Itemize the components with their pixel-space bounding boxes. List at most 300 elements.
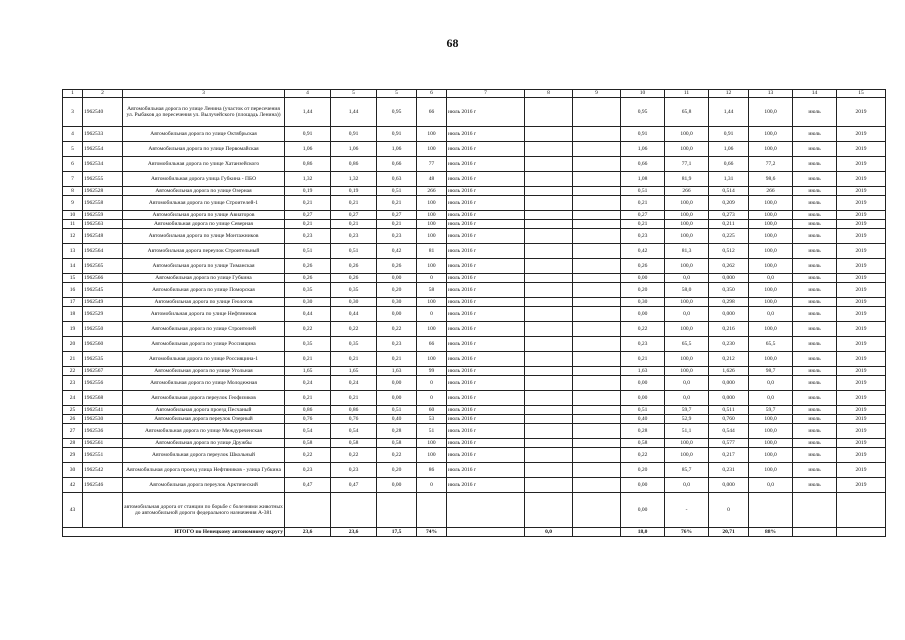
table-cell: 2019 [837, 391, 886, 406]
table-cell: 3 [63, 98, 83, 127]
table-cell: 60 [417, 406, 447, 415]
table-cell [573, 259, 621, 274]
table-cell: 13 [63, 244, 83, 259]
table-cell [573, 337, 621, 352]
table-cell: 0,21 [621, 196, 665, 211]
column-header: 12 [709, 90, 749, 98]
table-cell: 100,0 [665, 127, 709, 142]
table-cell: 0,40 [621, 415, 665, 424]
table-cell: 0,26 [621, 259, 665, 274]
table-cell: 0 [417, 307, 447, 322]
table-cell: 2019 [837, 259, 886, 274]
table-cell: 0,298 [709, 298, 749, 307]
table-cell: июль [793, 142, 837, 157]
table-cell: 1,31 [709, 172, 749, 187]
table-cell: 19 [63, 322, 83, 337]
table-cell: июль [793, 448, 837, 463]
table-cell: июль 2016 г [447, 478, 525, 493]
table-cell: июль 2016 г [447, 424, 525, 439]
table-cell: 1962546 [83, 478, 123, 493]
table-cell: 0,00 [621, 307, 665, 322]
table-cell: июль [793, 127, 837, 142]
table-cell: Автомобильная дорога по улице Тиманская [123, 259, 285, 274]
table-cell [525, 406, 573, 415]
table-cell [525, 98, 573, 127]
table-cell: 0,273 [709, 211, 749, 220]
table-cell: июль 2016 г [447, 211, 525, 220]
table-cell: 0,40 [377, 415, 417, 424]
roads-table [62, 89, 886, 537]
table-cell: 0,24 [285, 376, 331, 391]
table-cell: 0,76 [285, 415, 331, 424]
table-cell: 0,21 [331, 352, 377, 367]
column-header: 8 [525, 90, 573, 98]
table-cell: 100,0 [749, 322, 793, 337]
total-cell: 20,71 [709, 528, 749, 537]
column-header: 15 [837, 90, 886, 98]
table-cell: 1,65 [331, 367, 377, 376]
table-cell [525, 352, 573, 367]
total-cell: 88% [749, 528, 793, 537]
table-cell: 1962556 [83, 376, 123, 391]
table-cell: 0,20 [377, 463, 417, 478]
table-cell: 0,30 [377, 298, 417, 307]
table-cell: июль [793, 196, 837, 211]
table-cell: 0,0 [749, 478, 793, 493]
table-cell: 1962535 [83, 352, 123, 367]
table-cell: 100,0 [665, 322, 709, 337]
table-cell: Автомобильная дорога переулок Озерный [123, 415, 285, 424]
table-cell: 0,47 [331, 478, 377, 493]
table-cell: 0,24 [331, 376, 377, 391]
table-cell: 59,7 [665, 406, 709, 415]
table-cell: 0,511 [709, 406, 749, 415]
table-cell: 0,35 [331, 337, 377, 352]
table-cell: 0,54 [331, 424, 377, 439]
table-cell [573, 283, 621, 298]
table-cell: 0,00 [621, 493, 665, 528]
table-cell: 0,00 [377, 307, 417, 322]
table-cell: 100,0 [749, 244, 793, 259]
table-cell: 0,216 [709, 322, 749, 337]
table-cell [573, 142, 621, 157]
table-cell: 266 [749, 187, 793, 196]
table-cell: 0,27 [285, 211, 331, 220]
table-cell: 1962529 [83, 307, 123, 322]
table-cell: 0,27 [377, 211, 417, 220]
table-row [63, 211, 886, 220]
table-cell [525, 229, 573, 244]
table-row [63, 274, 886, 283]
table-cell: 22 [63, 367, 83, 376]
table-cell: - [665, 493, 709, 528]
table-cell: июль [793, 172, 837, 187]
table-cell: 66 [417, 98, 447, 127]
table-cell: 0,86 [331, 406, 377, 415]
table-cell: 0,23 [377, 229, 417, 244]
table-cell: 0,000 [709, 307, 749, 322]
table-cell: Автомобильная дорога проезд Песчаный [123, 406, 285, 415]
total-cell [793, 528, 837, 537]
table-cell: 1962550 [83, 322, 123, 337]
table-cell: июль 2016 г [447, 187, 525, 196]
table-cell: 0,91 [285, 127, 331, 142]
table-cell: 81,3 [665, 244, 709, 259]
table-cell: 100,0 [749, 463, 793, 478]
table-cell [525, 415, 573, 424]
table-cell: 53 [417, 415, 447, 424]
table-cell: 0,0 [665, 274, 709, 283]
table-cell: 8 [63, 187, 83, 196]
table-cell: 0,21 [377, 220, 417, 229]
table-cell: 1,65 [285, 367, 331, 376]
table-cell: 100 [417, 448, 447, 463]
table-row [63, 424, 886, 439]
table-cell: 0,000 [709, 391, 749, 406]
table-cell: 1,08 [621, 172, 665, 187]
table-cell: июль 2016 г [447, 307, 525, 322]
table-cell: Автомобильная дорога по улице Хатанзейского [123, 157, 285, 172]
table-cell: июль 2016 г [447, 229, 525, 244]
column-header: 7 [447, 90, 525, 98]
table-cell: 77 [417, 157, 447, 172]
table-cell: 0,0 [665, 478, 709, 493]
table-cell: 0,54 [285, 424, 331, 439]
table-cell [525, 127, 573, 142]
table-cell: 10 [63, 211, 83, 220]
table-cell: Автомобильная дорога по улице Россияцина-1 [123, 352, 285, 367]
table-cell: 11 [63, 220, 83, 229]
table-cell: июль 2016 г [447, 98, 525, 127]
table-cell: 0,27 [621, 211, 665, 220]
table-cell: 0,00 [621, 391, 665, 406]
table-cell: 1962533 [83, 127, 123, 142]
table-cell: 77,2 [749, 157, 793, 172]
table-cell: 1962536 [83, 424, 123, 439]
table-cell: 100,0 [749, 127, 793, 142]
table-cell: 100 [417, 259, 447, 274]
table-cell: июль [793, 211, 837, 220]
table-cell: 2019 [837, 142, 886, 157]
table-cell: 23 [63, 376, 83, 391]
table-cell: 0,66 [621, 157, 665, 172]
table-cell [573, 307, 621, 322]
table-cell [447, 493, 525, 528]
table-cell: 1,32 [285, 172, 331, 187]
table-cell: 0,26 [377, 259, 417, 274]
table-cell: июль 2016 г [447, 337, 525, 352]
table-cell: июль 2016 г [447, 283, 525, 298]
table-cell: 100,0 [665, 448, 709, 463]
table-cell: 7 [63, 172, 83, 187]
table-cell: 0,21 [331, 391, 377, 406]
table-cell: 1962528 [83, 187, 123, 196]
table-cell [525, 283, 573, 298]
table-cell: 2019 [837, 283, 886, 298]
table-cell: июль [793, 439, 837, 448]
table-cell: 100,0 [749, 424, 793, 439]
table-cell: 0,00 [621, 376, 665, 391]
table-cell: 100,0 [665, 367, 709, 376]
table-cell: 100,0 [749, 352, 793, 367]
column-header: 2 [83, 90, 123, 98]
table-cell: 0,44 [285, 307, 331, 322]
table-cell: 2019 [837, 127, 886, 142]
table-cell: июль 2016 г [447, 367, 525, 376]
column-header: 4 [285, 90, 331, 98]
table-cell: 0,225 [709, 229, 749, 244]
table-cell [573, 424, 621, 439]
table-cell: 0,86 [285, 157, 331, 172]
table-cell: 100,0 [665, 298, 709, 307]
table-cell: 1962534 [83, 157, 123, 172]
table-cell [525, 307, 573, 322]
table-cell: 2019 [837, 187, 886, 196]
table-cell: 0,21 [285, 196, 331, 211]
total-cell: 76% [665, 528, 709, 537]
table-cell: июль 2016 г [447, 142, 525, 157]
table-cell [417, 493, 447, 528]
table-cell: июль [793, 478, 837, 493]
table-cell: июль [793, 424, 837, 439]
table-cell: 81,9 [665, 172, 709, 187]
table-cell: 2019 [837, 376, 886, 391]
table-cell: 1962561 [83, 439, 123, 448]
table-cell: 0,21 [331, 196, 377, 211]
table-cell [573, 172, 621, 187]
table-cell: 0,35 [331, 283, 377, 298]
table-cell: 0,51 [621, 406, 665, 415]
table-cell: 2019 [837, 424, 886, 439]
table-cell: 0,95 [621, 98, 665, 127]
table-cell: 1962545 [83, 283, 123, 298]
table-cell: июль 2016 г [447, 196, 525, 211]
table-cell [83, 493, 123, 528]
table-cell [525, 376, 573, 391]
table-cell: 1962548 [83, 229, 123, 244]
table-cell: 65,5 [665, 337, 709, 352]
table-cell [573, 98, 621, 127]
table-cell: 6 [63, 157, 83, 172]
table-cell: июль 2016 г [447, 463, 525, 478]
table-row [63, 98, 886, 127]
table-cell [525, 337, 573, 352]
table-cell: 1962541 [83, 406, 123, 415]
table-cell: 0,76 [331, 415, 377, 424]
table-cell: Автомобильная дорога по улице Геологов [123, 298, 285, 307]
table-cell: 0,23 [377, 337, 417, 352]
table-cell [525, 211, 573, 220]
table-cell: 1962560 [83, 337, 123, 352]
total-cell [447, 528, 525, 537]
table-cell: 14 [63, 259, 83, 274]
table-cell: июль 2016 г [447, 127, 525, 142]
table-cell: 1962568 [83, 391, 123, 406]
table-cell: июль [793, 322, 837, 337]
table-cell: 2019 [837, 211, 886, 220]
table-cell: 100,0 [749, 142, 793, 157]
column-header: 14 [793, 90, 837, 98]
table-row [63, 493, 886, 528]
table-cell: июль [793, 391, 837, 406]
table-cell [573, 448, 621, 463]
table-cell [749, 493, 793, 528]
table-cell: 1,44 [285, 98, 331, 127]
table-cell: 65,5 [749, 337, 793, 352]
table-cell: 52,9 [665, 415, 709, 424]
table-cell: Автомобильная дорога по улице Озерная [123, 187, 285, 196]
table-cell: 42 [63, 478, 83, 493]
table-cell: 2019 [837, 337, 886, 352]
table-cell: 0,30 [331, 298, 377, 307]
total-cell: 18,0 [621, 528, 665, 537]
table-cell: 0,20 [377, 283, 417, 298]
table-cell: 0,23 [621, 337, 665, 352]
table-cell: 98,6 [749, 172, 793, 187]
table-cell: 100,0 [749, 298, 793, 307]
table-cell: июль [793, 244, 837, 259]
table-cell: 0,22 [377, 322, 417, 337]
table-cell: июль 2016 г [447, 274, 525, 283]
table-row [63, 187, 886, 196]
table-cell: июль 2016 г [447, 157, 525, 172]
table-cell: 100,0 [665, 220, 709, 229]
table-cell: 2019 [837, 220, 886, 229]
table-cell: 0,0 [749, 274, 793, 283]
table-cell: Автомобильная дорога по улице Авиаторов [123, 211, 285, 220]
table-cell: 21 [63, 352, 83, 367]
table-cell: 0,42 [621, 244, 665, 259]
table-cell: 100,0 [665, 352, 709, 367]
table-cell: 0,91 [377, 127, 417, 142]
table-cell: 0,512 [709, 244, 749, 259]
table-cell: 51,1 [665, 424, 709, 439]
table-row [63, 376, 886, 391]
table-cell: 100 [417, 211, 447, 220]
table-cell: 12 [63, 229, 83, 244]
table-cell: 1962555 [83, 172, 123, 187]
table-cell: 1,06 [709, 142, 749, 157]
table-cell: 17 [63, 298, 83, 307]
table-cell: 100 [417, 196, 447, 211]
table-cell: июль [793, 352, 837, 367]
table-row [63, 337, 886, 352]
table-row [63, 406, 886, 415]
table-cell: июль 2016 г [447, 376, 525, 391]
table-cell: 0,231 [709, 463, 749, 478]
table-cell: 100 [417, 127, 447, 142]
table-cell: 0,00 [377, 376, 417, 391]
table-row [63, 142, 886, 157]
table-cell [331, 493, 377, 528]
total-cell: 23,6 [285, 528, 331, 537]
table-cell: 100 [417, 298, 447, 307]
table-cell: июль [793, 337, 837, 352]
table-cell: 100,0 [749, 283, 793, 298]
table-cell: 0,95 [377, 98, 417, 127]
table-cell: 1962564 [83, 244, 123, 259]
table-cell: 43 [63, 493, 83, 528]
table-cell: 0 [709, 493, 749, 528]
table-cell [525, 220, 573, 229]
table-cell: 0,91 [621, 127, 665, 142]
table-cell: 0,0 [665, 391, 709, 406]
table-cell: Автомобильная дорога по улице Поморская [123, 283, 285, 298]
table-cell: 2019 [837, 406, 886, 415]
table-cell: 0,21 [621, 220, 665, 229]
table-cell: июль 2016 г [447, 298, 525, 307]
column-header: 5 [331, 90, 377, 98]
table-cell: июль [793, 463, 837, 478]
table-row [63, 463, 886, 478]
table-cell: 2019 [837, 478, 886, 493]
table-row [63, 391, 886, 406]
table-cell: 0,51 [331, 244, 377, 259]
table-cell: 100 [417, 322, 447, 337]
table-row [63, 229, 886, 244]
table-cell: 99 [417, 367, 447, 376]
table-cell: 18 [63, 307, 83, 322]
table-cell: 100,0 [665, 439, 709, 448]
table-cell: 1,06 [377, 142, 417, 157]
table-cell: 100,0 [749, 448, 793, 463]
table-cell [573, 298, 621, 307]
table-cell: 2019 [837, 415, 886, 424]
table-cell: июль [793, 298, 837, 307]
table-cell [573, 127, 621, 142]
table-cell: 0,760 [709, 415, 749, 424]
table-row [63, 283, 886, 298]
table-cell: 58,0 [665, 283, 709, 298]
table-cell: Автомобильная дорога по улице Междуреченская [123, 424, 285, 439]
table-cell: 100,0 [665, 259, 709, 274]
table-cell: 0,0 [749, 391, 793, 406]
table-cell: июль [793, 376, 837, 391]
table-cell: 0,00 [377, 274, 417, 283]
table-cell [573, 196, 621, 211]
table-cell [573, 493, 621, 528]
table-cell: 1,06 [621, 142, 665, 157]
table-cell: Автомобильная дорога переулок Школьный [123, 448, 285, 463]
table-cell: 20 [63, 337, 83, 352]
total-cell [573, 528, 621, 537]
table-cell: 0,86 [331, 157, 377, 172]
table-row [63, 220, 886, 229]
table-cell: 0 [417, 391, 447, 406]
table-cell: 0,26 [331, 259, 377, 274]
table-cell [573, 352, 621, 367]
table-cell: 100,0 [749, 415, 793, 424]
table-cell: 0,000 [709, 274, 749, 283]
table-cell: 100 [417, 229, 447, 244]
table-cell: 0,21 [285, 391, 331, 406]
table-cell: Автомобильная дорога по улице Октябрьская [123, 127, 285, 142]
table-cell: 1962540 [83, 98, 123, 127]
table-row [63, 307, 886, 322]
table-cell [285, 493, 331, 528]
table-cell: 2019 [837, 157, 886, 172]
table-cell: Автомобильная дорога по улице Северная [123, 220, 285, 229]
table-cell [525, 448, 573, 463]
table-row [63, 415, 886, 424]
table-cell: 0,20 [621, 283, 665, 298]
table-cell: Автомобильная дорога переулок Геофизиков [123, 391, 285, 406]
table-cell: 2019 [837, 229, 886, 244]
table-cell [573, 244, 621, 259]
table-cell: Автомобильная дорога по улице Ленина (участок от пересечения ул. Рыбаков до пересечения ул. Вылучейского (площадь Ленина)) [123, 98, 285, 127]
table-cell: июль [793, 307, 837, 322]
table-cell: 9 [63, 196, 83, 211]
